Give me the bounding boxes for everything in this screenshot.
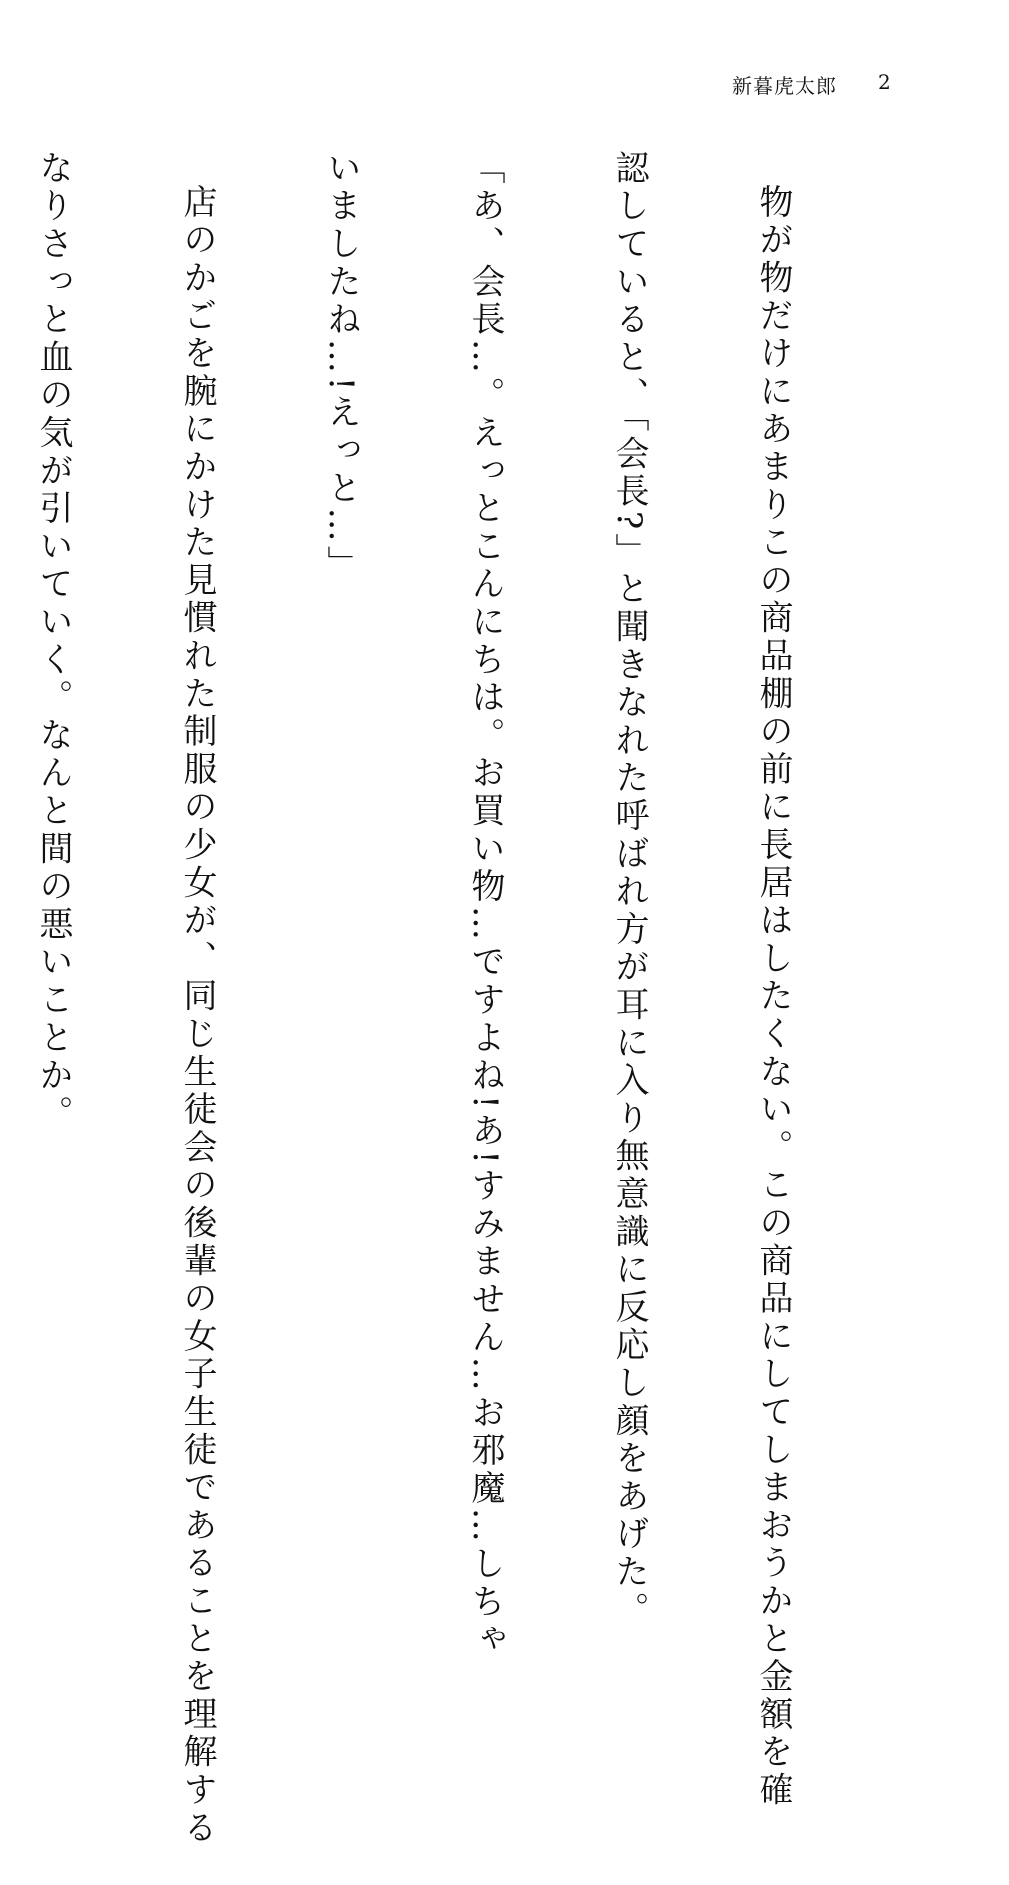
text-line: 認していると、「会長?」と聞きなれた呼ばれ方が耳に入り無意識に反応し顔をあげた。	[609, 150, 649, 1630]
author-name: 新暮虎太郎	[732, 74, 837, 98]
page-header	[720, 70, 920, 100]
page-number: 2	[878, 70, 892, 94]
text-line: 物が物だけにあまりこの商品棚の前に長居はしたくない。この商品にしてしまおうかと金額を確	[753, 184, 793, 1810]
text-line: 「あ、会長…。えっとこんにちは。お買い物…ですよね!あ!すみません…お邪魔…しちゃ	[465, 150, 505, 1660]
text-line: いましたね…!えっと…」	[321, 150, 361, 584]
vertical-text-body	[0, 150, 893, 1848]
text-line: なりさっと血の気が引いていく。なんと間の悪いことか。	[33, 150, 73, 1133]
text-line: 店のかごを腕にかけた見慣れた制服の少女が、同じ生徒会の後輩の女子生徒であることを理解する	[177, 184, 217, 1848]
